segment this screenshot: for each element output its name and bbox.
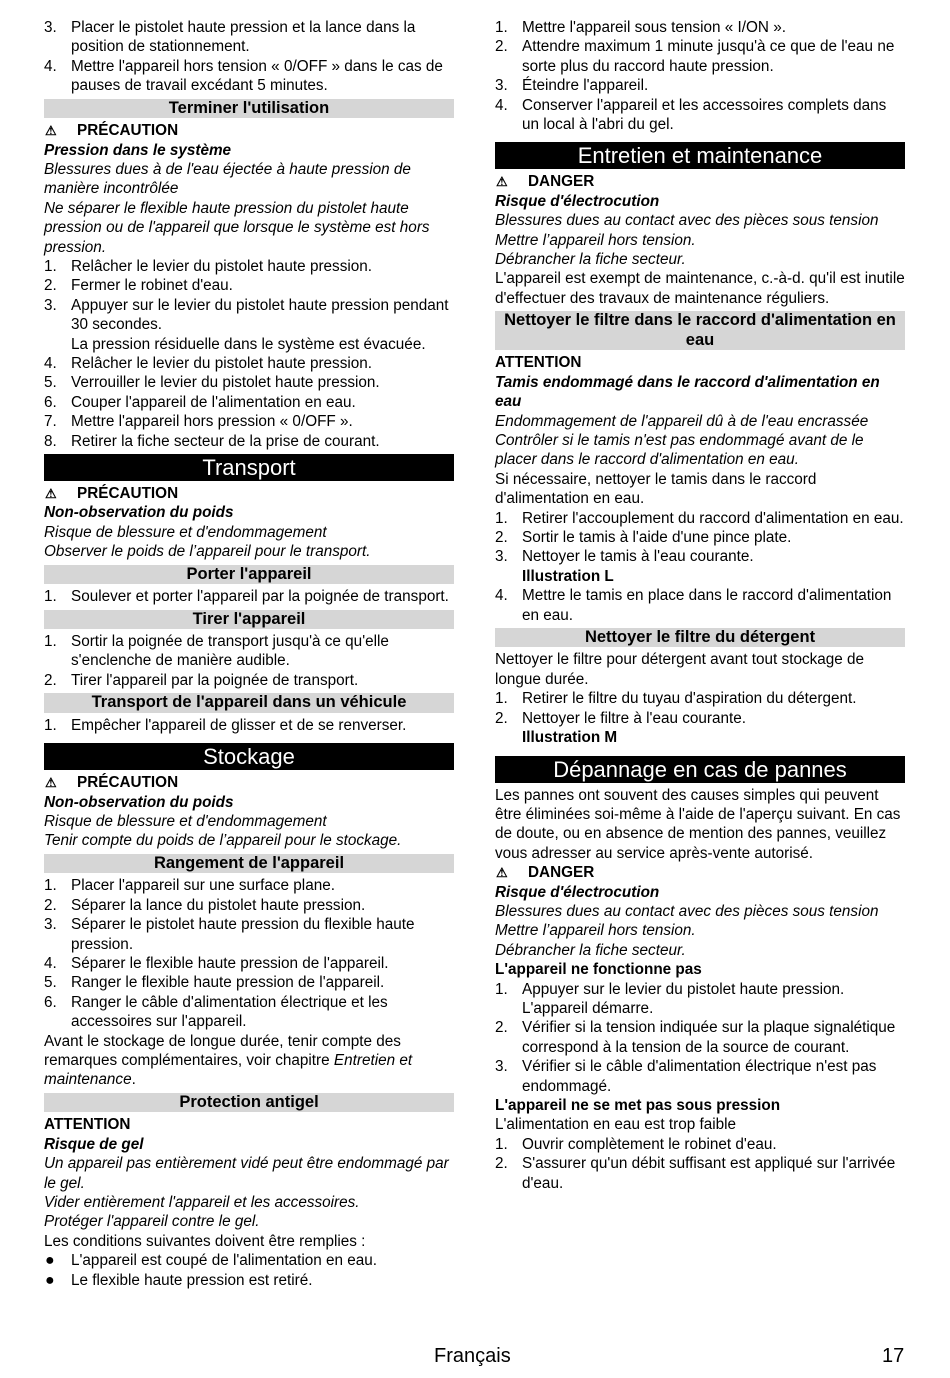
- list-item: [495, 528, 905, 547]
- list-item-text: Mettre l'appareil hors pression « 0/OFF ».: [71, 413, 353, 431]
- list-item-text: Appuyer sur le levier du pistolet haute pression.: [522, 980, 845, 998]
- list-item: [495, 980, 905, 1019]
- warning-lines: [495, 211, 905, 269]
- antigel-steps: [495, 18, 905, 134]
- fault-title: L'appareil ne se met pas sous pression: [495, 1097, 781, 1114]
- list-item-text: Retirer l'accouplement du raccord d'alimentation en eau.: [522, 509, 904, 527]
- warning-triangle-icon: ⚠: [45, 123, 57, 139]
- porter-steps: [44, 587, 454, 606]
- warning-line: Blessures dues au contact avec des pièces sous tension: [495, 212, 879, 230]
- list-item: [495, 37, 905, 76]
- warning-lines: [495, 902, 905, 960]
- maintenance-text: L'appareil est exempt de maintenance, c.-à-d. qu'il est inutile d'effectuer des travaux de maintenance réguliers.: [495, 270, 905, 307]
- list-item: [44, 1271, 454, 1290]
- warning-line: Mettre l’appareil hors tension.: [495, 922, 696, 940]
- heading-filtre-eau: Nettoyer le filtre dans le raccord d'alimentation en eau: [495, 311, 905, 350]
- list-item-result: La pression résiduelle dans le système est évacuée.: [71, 335, 426, 353]
- list-item-marker: 4.: [495, 96, 508, 114]
- list-item: [44, 915, 454, 954]
- warning-line: Observer le poids de l’appareil pour le transport.: [44, 543, 371, 561]
- warning-triangle-icon: ⚠: [45, 486, 57, 502]
- vehicule-steps: [44, 716, 454, 735]
- warning-line: Ne séparer le flexible haute pression du pistolet haute pression ou de l'appareil que lorsque le système est hors pression.: [44, 199, 430, 256]
- list-item-marker: 1.: [44, 588, 57, 606]
- filter-text: Si nécessaire, nettoyer le tamis dans le raccord d'alimentation en eau.: [495, 470, 817, 508]
- rangement-steps: [44, 876, 454, 1031]
- list-item: [44, 276, 454, 295]
- heading-tirer: Tirer l'appareil: [44, 610, 454, 630]
- warning-precaution: ⚠ PRÉCAUTION: [45, 485, 179, 503]
- heading-depannage: Dépannage en cas de pannes: [495, 756, 905, 783]
- warning-precaution: ⚠ PRÉCAUTION: [45, 122, 179, 140]
- warning-line: Protéger l'appareil contre le gel.: [44, 1213, 260, 1231]
- warning-danger: ⚠ DANGER: [496, 864, 595, 882]
- list-item-text: Vérifier si le câble d'alimentation électrique n'est pas endommagé.: [522, 1058, 877, 1095]
- list-item-text: S'assurer qu'un débit suffisant est appliqué sur l'arrivée d'eau.: [522, 1155, 896, 1192]
- illustration-reference: Illustration L: [522, 567, 614, 585]
- list-item-text: Tirer l'appareil par la poignée de transport.: [71, 671, 359, 689]
- list-item-text: Conserver l'appareil et les accessoires complets dans un local à l'abri du gel.: [522, 96, 887, 134]
- list-item-text: Séparer le flexible haute pression de l'appareil.: [71, 954, 389, 972]
- list-item-marker: 1.: [495, 509, 508, 527]
- warning-triangle-icon: ⚠: [496, 174, 508, 190]
- list-item-text: Placer le pistolet haute pression et la lance dans la position de stationnement.: [71, 19, 416, 56]
- warning-line: Vider entièrement l'appareil et les accessoires.: [44, 1193, 360, 1211]
- warning-line: Contrôler si le tamis n'est pas endommagé avant de le placer dans le raccord d'alimentation en eau.: [495, 431, 864, 469]
- list-item-text: Retirer la fiche secteur de la prise de courant.: [71, 432, 380, 450]
- warning-danger: ⚠ DANGER: [496, 173, 595, 191]
- list-item-text: Vérifier si la tension indiquée sur la plaque signalétique correspond à la tension de la source de courant.: [522, 1019, 896, 1056]
- filtre-eau-steps: [495, 509, 905, 625]
- list-item: [495, 689, 905, 708]
- warning-triangle-icon: ⚠: [496, 865, 508, 881]
- warning-precaution: ⚠ PRÉCAUTION: [45, 774, 179, 792]
- list-item: [495, 18, 905, 37]
- list-item-marker: 3.: [44, 296, 57, 314]
- list-item-marker: 1.: [495, 1135, 508, 1153]
- list-item-marker: 1.: [495, 980, 508, 998]
- warning-line: Risque de blessure et d'endommagement: [44, 813, 327, 830]
- list-item-marker: 2.: [44, 277, 57, 295]
- risk-title: Risque de gel: [44, 1135, 144, 1153]
- list-item: [44, 954, 454, 973]
- list-item-marker: ●: [45, 1271, 55, 1289]
- list-item-marker: 1.: [44, 877, 57, 895]
- heading-vehicule: Transport de l'appareil dans un véhicule: [44, 693, 454, 713]
- heading-transport: Transport: [44, 454, 454, 481]
- list-item-marker: 2.: [44, 671, 57, 689]
- list-item: [495, 586, 905, 625]
- list-item: [44, 993, 454, 1032]
- list-item: [495, 1154, 905, 1193]
- warning-line: Un appareil pas entièrement vidé peut être endommagé par le gel.: [44, 1155, 449, 1192]
- fault1-steps: [495, 980, 905, 1096]
- list-item: [495, 1018, 905, 1057]
- list-item-marker: 1.: [495, 690, 508, 708]
- storage-note: Avant le stockage de longue durée, tenir compte des remarques complémentaires, voir chapitre Entretien et maintenance.: [44, 1032, 413, 1089]
- fault-title: L'appareil ne fonctionne pas: [495, 961, 702, 979]
- list-item: [44, 412, 454, 431]
- list-item-text: Séparer la lance du pistolet haute pression.: [71, 896, 366, 914]
- list-item-marker: 4.: [495, 587, 508, 605]
- list-item: [495, 709, 905, 748]
- list-item: [44, 671, 454, 690]
- list-item-marker: 7.: [44, 413, 57, 431]
- list-item-marker: ●: [45, 1252, 55, 1270]
- list-item-text: Mettre l'appareil sous tension « I/ON ».: [522, 19, 786, 36]
- list-item-text: Attendre maximum 1 minute jusqu'à ce que de l'eau ne sorte plus du raccord haute pression.: [522, 38, 895, 75]
- risk-title: Non-observation du poids: [44, 793, 234, 811]
- attention-label: ATTENTION: [495, 354, 582, 372]
- warning-line: Tenir compte du poids de l’appareil pour le stockage.: [44, 832, 402, 850]
- page-number: 17: [882, 1345, 905, 1367]
- list-item: [495, 547, 905, 586]
- list-item-text: Ranger le câble d'alimentation électrique et les accessoires sur l'appareil.: [71, 993, 388, 1031]
- list-item: [495, 1135, 905, 1154]
- right-column: [495, 18, 905, 1193]
- warning-lines: [495, 412, 905, 470]
- risk-title: Risque d'électrocution: [495, 883, 660, 901]
- list-item-marker: 8.: [44, 432, 57, 450]
- list-item-marker: 6.: [44, 993, 57, 1011]
- list-item-marker: 2.: [495, 38, 508, 56]
- list-item-marker: 4.: [44, 355, 57, 372]
- list-item-marker: 2.: [495, 1019, 508, 1037]
- list-item-text: L'appareil est coupé de l'alimentation en eau.: [71, 1252, 378, 1270]
- list-item-text: Relâcher le levier du pistolet haute pression.: [71, 355, 373, 372]
- list-item: [44, 18, 454, 57]
- list-item-text: Sortir le tamis à l'aide d'une pince plate.: [522, 528, 792, 546]
- list-item: [44, 393, 454, 412]
- list-item-marker: 3.: [495, 1058, 508, 1076]
- list-item-text: Fermer le robinet d'eau.: [71, 277, 233, 295]
- intro-steps: [44, 18, 454, 96]
- list-item-marker: 3.: [495, 77, 508, 95]
- conditions-bullets: [44, 1251, 454, 1290]
- list-item-marker: 1.: [44, 257, 57, 275]
- warning-line: Blessures dues à de l'eau éjectée à haute pression de manière incontrôlée: [44, 160, 411, 198]
- warning-line: Blessures dues au contact avec des pièces sous tension: [495, 902, 879, 920]
- list-item-text: Le flexible haute pression est retiré.: [71, 1271, 313, 1289]
- list-item: [495, 1057, 905, 1096]
- list-item-text: Éteindre l'appareil.: [522, 77, 649, 95]
- heading-filtre-detergent: Nettoyer le filtre du détergent: [495, 628, 905, 648]
- list-item-text: Retirer le filtre du tuyau d'aspiration du détergent.: [522, 690, 857, 708]
- list-item: [44, 896, 454, 915]
- list-item-marker: 2.: [495, 709, 508, 727]
- heading-porter: Porter l'appareil: [44, 565, 454, 585]
- illustration-reference: Illustration M: [522, 729, 618, 747]
- risk-title: Risque d'électrocution: [495, 192, 660, 210]
- list-item-text: Nettoyer le tamis à l'eau courante.: [522, 548, 754, 566]
- list-item-text: Verrouiller le levier du pistolet haute pression.: [71, 374, 380, 392]
- list-item: [44, 296, 454, 354]
- list-item: [44, 373, 454, 392]
- list-item-text: Séparer le pistolet haute pression du flexible haute pression.: [71, 916, 415, 953]
- list-item: [495, 76, 905, 95]
- list-item-marker: 2.: [44, 896, 57, 914]
- list-item: [495, 96, 905, 135]
- warning-lines: [44, 160, 454, 257]
- fault-cause: L'alimentation en eau est trop faible: [495, 1116, 737, 1134]
- warning-line: Mettre l’appareil hors tension.: [495, 231, 696, 249]
- risk-title: Non-observation du poids: [44, 504, 234, 522]
- list-item-marker: 2.: [495, 528, 508, 546]
- heading-antigel: Protection antigel: [44, 1093, 454, 1113]
- list-item: [44, 432, 454, 451]
- list-item-text: Couper l'appareil de l'alimentation en eau.: [71, 393, 356, 411]
- list-item-text: Ouvrir complètement le robinet d'eau.: [522, 1135, 777, 1153]
- warning-line: Risque de blessure et d'endommagement: [44, 523, 327, 541]
- list-item-text: Placer l'appareil sur une surface plane.: [71, 877, 335, 895]
- list-item-marker: 2.: [495, 1155, 508, 1173]
- heading-terminer: Terminer l'utilisation: [44, 99, 454, 119]
- risk-title: Pression dans le système: [44, 141, 232, 159]
- list-item-text: Relâcher le levier du pistolet haute pression.: [71, 257, 373, 275]
- tirer-steps: [44, 632, 454, 690]
- list-item-marker: 5.: [44, 974, 57, 992]
- list-item-text: Sortir la poignée de transport jusqu'à ce qu'elle s'enclenche de manière audible.: [71, 633, 389, 670]
- list-item: [44, 354, 454, 373]
- list-item-marker: 5.: [44, 374, 57, 392]
- list-item: [44, 257, 454, 276]
- filtre-detergent-steps: [495, 689, 905, 747]
- left-column: [44, 18, 454, 1290]
- list-item-text: Soulever et porter l'appareil par la poignée de transport.: [71, 588, 449, 606]
- warning-lines: [44, 523, 454, 562]
- list-item-marker: 4.: [44, 57, 57, 75]
- heading-stockage: Stockage: [44, 743, 454, 770]
- list-item-text: Empêcher l'appareil de glisser et de se renverser.: [71, 716, 407, 734]
- risk-title: Tamis endommagé dans le raccord d'alimentation en eau: [495, 373, 880, 411]
- list-item-text: Mettre l'appareil hors tension « 0/OFF » dans le cas de pauses de travail excédant 5 minutes.: [71, 57, 443, 95]
- warning-line: Endommagement de l'appareil dû à de l'eau encrassée: [495, 412, 869, 430]
- conditions-text: Les conditions suivantes doivent être remplies :: [44, 1232, 366, 1250]
- list-item: [44, 973, 454, 992]
- list-item: [44, 1251, 454, 1270]
- list-item-result: L'appareil démarre.: [522, 999, 654, 1017]
- list-item: [44, 716, 454, 735]
- list-item-text: Nettoyer le filtre à l'eau courante.: [522, 709, 746, 727]
- list-item-marker: 3.: [44, 19, 57, 36]
- list-item-marker: 3.: [495, 548, 508, 566]
- list-item: [44, 632, 454, 671]
- heading-rangement: Rangement de l'appareil: [44, 854, 454, 874]
- warning-lines: [44, 812, 454, 851]
- warning-lines: [44, 1154, 454, 1232]
- attention-label: ATTENTION: [44, 1116, 131, 1134]
- list-item-text: Ranger le flexible haute pression de l'appareil.: [71, 974, 385, 992]
- fault2-steps: [495, 1135, 905, 1193]
- heading-entretien: Entretien et maintenance: [495, 142, 905, 169]
- footer-language: Français: [434, 1345, 511, 1367]
- list-item: [44, 587, 454, 606]
- list-item-marker: 4.: [44, 954, 57, 972]
- warning-line: Débrancher la fiche secteur.: [495, 251, 686, 269]
- warning-triangle-icon: ⚠: [45, 775, 57, 791]
- list-item: [495, 509, 905, 528]
- list-item-text: Mettre le tamis en place dans le raccord d'alimentation en eau.: [522, 587, 892, 624]
- troubleshooting-intro: Les pannes ont souvent des causes simples qui peuvent être éliminées soi-même à l'aide de l'aperçu suivant. En cas de doute, ou en absence de mention des pannes, veuillez vous adresser au service après-vente autorisé.: [495, 786, 901, 862]
- list-item-marker: 3.: [44, 916, 57, 934]
- warning-line: Débrancher la fiche secteur.: [495, 941, 686, 959]
- list-item-marker: 6.: [44, 393, 57, 411]
- list-item: [44, 876, 454, 895]
- detergent-text: Nettoyer le filtre pour détergent avant tout stockage de longue durée.: [495, 651, 865, 688]
- list-item: [44, 57, 454, 96]
- terminer-steps: [44, 257, 454, 451]
- list-item-marker: 1.: [44, 633, 57, 651]
- list-item-marker: 1.: [44, 716, 57, 734]
- list-item-marker: 1.: [495, 19, 508, 36]
- list-item-text: Appuyer sur le levier du pistolet haute pression pendant 30 secondes.: [71, 296, 449, 334]
